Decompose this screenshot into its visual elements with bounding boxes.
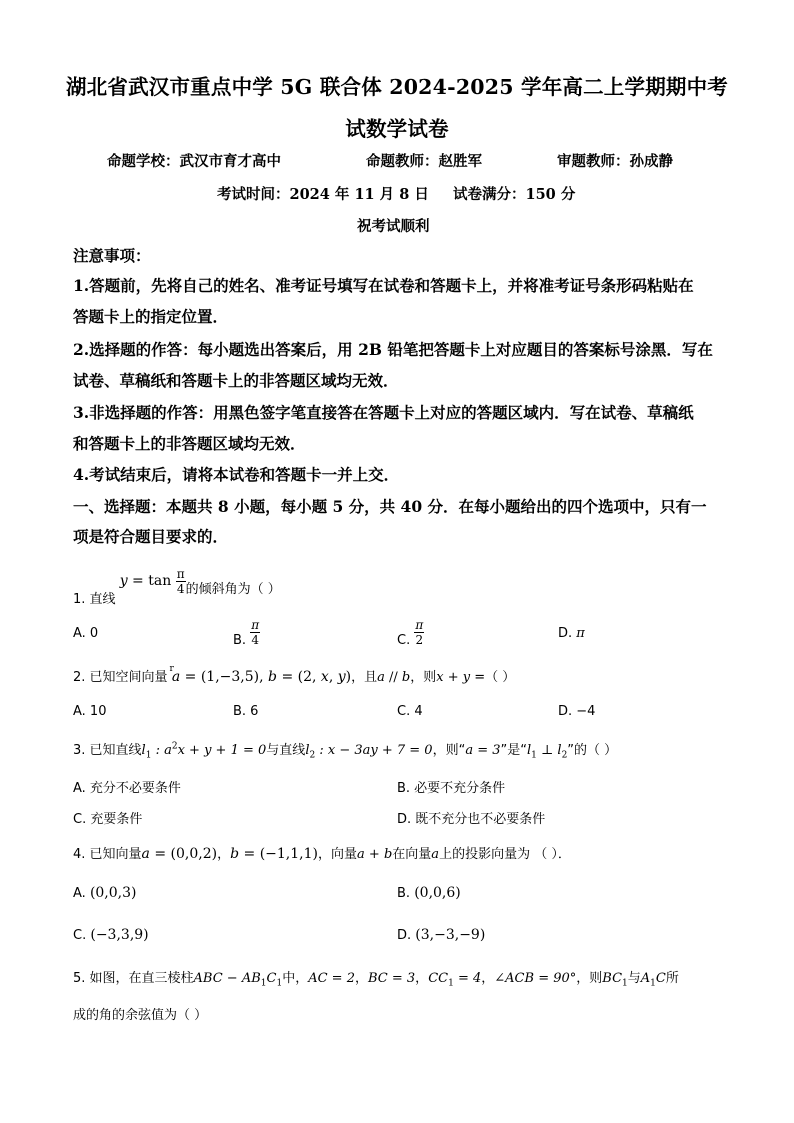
q5-c1: 中， [282, 971, 309, 986]
exam-title-line2: 试数学试卷 [345, 117, 449, 141]
q2-close: ) [345, 669, 352, 685]
question-5-line2: 成的角的余弦值为（ ） [73, 1008, 208, 1023]
q4-option-d-val: (3,−3,−9) [415, 927, 486, 943]
q5-cc-sub: 1 [448, 978, 454, 989]
q3-l1-sub: 1 [145, 750, 152, 761]
q2-option-c: C. 4 [397, 704, 423, 719]
q2-var-x2: x [436, 670, 444, 685]
header-reviewer: 审题教师：孙成静 [557, 153, 673, 170]
q1-tail: 的倾斜角为（ ） [185, 582, 281, 597]
q4-plus: + [364, 847, 384, 862]
q2-plus: + [443, 670, 463, 685]
q5-prism-sub2: 1 [276, 978, 283, 989]
q5-c2: ， [354, 971, 368, 986]
q1-option-b [233, 618, 260, 647]
q5-angle: ∠ACB = 90° [494, 971, 577, 986]
q2-var-x: x [320, 669, 329, 685]
q1-option-a: A. 0 [73, 626, 99, 641]
header-exam-time: 考试时间：2024 年 11 月 8 日 [217, 186, 429, 203]
q1-option-c-frac [414, 618, 424, 647]
note-1b: 答题卡上的指定位置． [73, 307, 229, 326]
q5-prism: ABC − AB [193, 971, 261, 986]
q4-sep: ， [217, 847, 231, 862]
q1-option-b-num: π [251, 618, 260, 632]
note-3a: 3.非选择题的作答：用黑色签字笔直接答在答题卡上对应的答题区域内．写在试卷、草稿纸 [73, 403, 694, 422]
q2-vec-b2: b [401, 670, 411, 685]
q2-vector-arrow: r [169, 664, 174, 674]
section1-heading-b: 项是符合题目要求的． [73, 527, 229, 546]
q2-var-y: y [337, 669, 346, 685]
q1-var-y: y [119, 573, 128, 589]
section1-heading-a: 一、选择题：本题共 8 小题，每小题 5 分，共 40 分．在每小题给出的四个选项中，只有一 [73, 497, 707, 516]
q4-option-b [397, 885, 461, 901]
q1-option-d [558, 626, 585, 641]
q4-option-b-val: (0,0,6) [414, 885, 461, 901]
q2-vec-a-val: = (1,−3,5), [180, 669, 269, 685]
q4-vec-a-val: = (0,0,2) [149, 846, 218, 862]
q1-option-c-label: C. [397, 633, 411, 648]
q2-option-b: B. 6 [233, 704, 259, 719]
q4-option-d-label: D. [397, 928, 412, 943]
q1-option-b-frac [250, 618, 260, 647]
q2-vec-a: a [171, 669, 181, 685]
q1-option-d-label: D. [558, 626, 573, 641]
q2-var-y2: y [462, 670, 471, 685]
q5-c4: ， [481, 971, 495, 986]
q3-l1b: l [527, 743, 532, 758]
q4-on: 在向量 [392, 847, 432, 862]
q4-option-c-val: (−3,3,9) [90, 927, 149, 943]
question-5 [73, 967, 679, 989]
question-4 [73, 843, 571, 862]
q4-mid: ，向量 [318, 847, 358, 862]
q3-is: ”是“ [500, 743, 527, 758]
q2-mid: ，且 [351, 670, 378, 685]
q5-cc-val: = 4 [453, 971, 482, 986]
q5-bc1-sub: 1 [622, 978, 628, 989]
note-3b: 和答题卡上的非答题区域均无效． [73, 434, 306, 453]
header-full-score: 试卷满分：150 分 [453, 186, 576, 203]
q4-option-b-label: B. [397, 886, 411, 901]
notes-heading: 注意事项： [73, 246, 151, 265]
q1-frac-den: 4 [176, 582, 185, 596]
q1-option-d-val: π [576, 626, 585, 641]
q2-vec-a2: a [377, 670, 385, 685]
q5-with: 与 [627, 971, 641, 986]
q4-vec-b-val: = (−1,1,1) [239, 846, 318, 862]
q1-option-b-label: B. [233, 633, 247, 648]
header-wish: 祝考试顺利 [357, 218, 430, 235]
question-1 [73, 567, 281, 607]
q5-c3: ， [415, 971, 429, 986]
q1-option-c [397, 618, 424, 647]
q4-vec-a2: a [357, 847, 365, 862]
q2-option-a: A. 10 [73, 704, 107, 719]
q4-option-c [73, 927, 149, 943]
note-1a: 1.答题前，先将自己的姓名、准考证号填写在试卷和答题卡上，并将准考证号条形码粘贴在 [73, 276, 694, 295]
q3-label: 3. 已知直线 [73, 743, 142, 758]
q1-eq: = tan [127, 573, 176, 589]
q5-ac: AC = 2 [308, 971, 355, 986]
q1-label: 1. 直线 [73, 592, 116, 607]
q3-perp: ⊥ l [536, 743, 562, 758]
q5-prism-c: C [266, 971, 277, 986]
q1-option-b-den: 4 [251, 633, 259, 647]
q5-a1c-c: C [655, 971, 666, 986]
q3-end: ”的（ ） [567, 743, 618, 758]
q4-option-a-val: (0,0,3) [89, 885, 137, 901]
q1-option-c-num: π [415, 618, 424, 632]
q1-fraction [176, 567, 186, 596]
q2-vec-b: b [268, 669, 277, 685]
q5-bc1: BC [602, 971, 623, 986]
q2-then: ，则 [410, 670, 437, 685]
q3-l2-eq: : x − 3ay + 7 = 0 [315, 743, 433, 758]
q5-bc: BC = 3 [368, 971, 416, 986]
q3-l1-eq2: x + y + 1 = 0 [177, 743, 267, 758]
q2-comma: , [328, 669, 338, 685]
q3-option-b: B. 必要不充分条件 [397, 781, 506, 796]
q2-vec-b-val: = (2, [277, 669, 321, 685]
q4-label: 4. 已知向量 [73, 847, 142, 862]
q4-vec-b2: b [383, 847, 393, 862]
question-2 [73, 666, 515, 685]
q5-c5: ，则 [576, 971, 603, 986]
q1-frac-num: π [176, 567, 185, 581]
q4-option-a-label: A. [73, 886, 86, 901]
q5-a1c: A [640, 971, 651, 986]
q3-l1: l [141, 743, 146, 758]
q5-cc: CC [428, 971, 449, 986]
header-setter: 命题教师：赵胜军 [366, 153, 482, 170]
q5-a1c-sub: 1 [650, 978, 656, 989]
q2-parallel: // [384, 670, 402, 685]
q3-option-d: D. 既不充分也不必要条件 [397, 812, 546, 827]
q2-eq: =（ ） [470, 670, 516, 685]
q3-l2-sub: 2 [309, 750, 316, 761]
q3-then: ，则“ [432, 743, 466, 758]
q4-tail: 上的投影向量为 （ ）． [439, 847, 571, 862]
header-school: 命题学校：武汉市育才高中 [107, 153, 281, 170]
question-3: 3. 已知直线$l_1$ : $a^2x + y + 1 = 0$与直线$l_2$ : x − 3ay + 7 = 0，则“a = 3”是“$l_1$ ⊥ $l_2$”的（ ） [73, 741, 618, 761]
q4-vec-a3: a [431, 847, 440, 862]
q4-vec-a: a [141, 846, 150, 862]
q4-option-a [73, 885, 136, 901]
q4-option-d [397, 927, 485, 943]
q5-label: 5. 如图，在直三棱柱 [73, 971, 194, 986]
q2-label: 2. 已知空间向量 [73, 670, 168, 685]
note-2b: 试卷、草稿纸和答题卡上的非答题区域均无效． [73, 371, 399, 390]
q4-option-c-label: C. [73, 928, 87, 943]
q1-option-c-den: 2 [415, 633, 424, 647]
exam-title-line1: 湖北省武汉市重点中学 5G 联合体 2024-2025 学年高二上学期期中考 [65, 75, 729, 99]
q3-l1-eq: : a [151, 743, 172, 758]
q5-tail: 所 [665, 971, 679, 986]
q3-cond: a = 3 [465, 743, 501, 758]
q3-l2: l [305, 743, 310, 758]
q4-vec-b: b [230, 846, 240, 862]
q3-option-c: C. 充要条件 [73, 812, 143, 827]
note-4: 4.考试结束后，请将本试卷和答题卡一并上交． [73, 465, 400, 484]
q2-option-d: D. −4 [558, 704, 596, 719]
note-2a: 2.选择题的作答：每小题选出答案后，用 2B 铅笔把答题卡上对应题目的答案标号涂黑．写在 [73, 340, 713, 359]
q3-option-a: A. 充分不必要条件 [73, 781, 181, 796]
q5-prism-sub1: 1 [260, 978, 267, 989]
q3-mid: 与直线 [266, 743, 306, 758]
